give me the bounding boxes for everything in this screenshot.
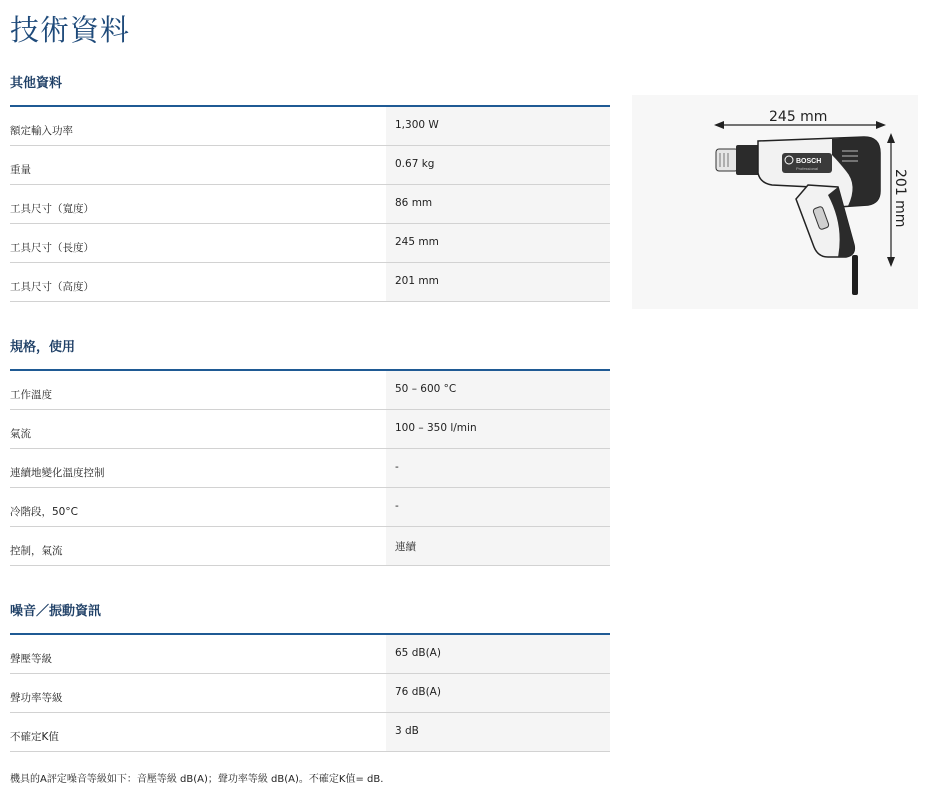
section-specs-usage — [10, 339, 610, 566]
spec-label: 聲功率等級 — [10, 692, 63, 704]
spec-label: 工作溫度 — [10, 389, 52, 401]
spec-row — [10, 635, 610, 674]
spec-row — [10, 674, 610, 713]
spec-label: 冷階段，50°C — [10, 506, 78, 518]
spec-row — [10, 488, 610, 527]
spec-table — [10, 633, 610, 752]
product-dimension-image — [632, 95, 918, 309]
spec-label: 重量 — [10, 164, 31, 176]
spec-value: - — [386, 449, 610, 487]
spec-label: 連續地變化溫度控制 — [10, 467, 105, 479]
spec-value: 245 mm — [386, 224, 610, 262]
section-noise-vibration — [10, 603, 610, 752]
page-title: 技術資料 — [10, 13, 131, 47]
spec-value: 100 – 350 l/min — [386, 410, 610, 448]
spec-value: 65 dB(A) — [386, 635, 610, 673]
spec-label: 不確定K值 — [10, 731, 59, 743]
section-heading: 噪音／振動資訊 — [10, 604, 102, 619]
spec-value: 201 mm — [386, 263, 610, 301]
spec-row — [10, 146, 610, 185]
spec-label: 控制，氣流 — [10, 545, 63, 557]
spec-row — [10, 185, 610, 224]
length-dimension-label: 245 mm — [769, 109, 828, 125]
spec-row — [10, 449, 610, 488]
spec-value: 86 mm — [386, 185, 610, 223]
spec-table — [10, 105, 610, 302]
spec-table — [10, 369, 610, 566]
spec-value: 1,300 W — [386, 107, 610, 145]
spec-row — [10, 713, 610, 752]
spec-row — [10, 410, 610, 449]
spec-value: - — [386, 488, 610, 526]
spec-label: 聲壓等級 — [10, 653, 52, 665]
spec-label: 工具尺寸（寬度） — [10, 203, 94, 215]
spec-value: 0.67 kg — [386, 146, 610, 184]
spec-label: 工具尺寸（長度） — [10, 242, 94, 254]
spec-value: 76 dB(A) — [386, 674, 610, 712]
section-heading: 其他資料 — [10, 76, 63, 91]
brand-logo: BOSCH — [796, 158, 822, 165]
section-other-data — [10, 75, 610, 302]
spec-label: 額定輸入功率 — [10, 125, 73, 137]
spec-row — [10, 527, 610, 566]
heat-gun-drawing — [632, 95, 918, 309]
height-dimension-label: 201 mm — [892, 169, 908, 228]
spec-value: 3 dB — [386, 713, 610, 751]
spec-row — [10, 371, 610, 410]
sub-brand-logo: Professional — [796, 166, 819, 171]
spec-row — [10, 224, 610, 263]
spec-label: 工具尺寸（高度） — [10, 281, 94, 293]
spec-row — [10, 107, 610, 146]
section-heading: 規格，使用 — [10, 340, 76, 355]
noise-footnote: 機具的A評定噪音等級如下：音壓等級 dB(A)；聲功率等級 dB(A)。不確定K值= dB. — [10, 774, 384, 785]
spec-label: 氣流 — [10, 428, 31, 440]
spec-value: 50 – 600 °C — [386, 371, 610, 409]
spec-row — [10, 263, 610, 302]
spec-value: 連續 — [386, 527, 610, 565]
